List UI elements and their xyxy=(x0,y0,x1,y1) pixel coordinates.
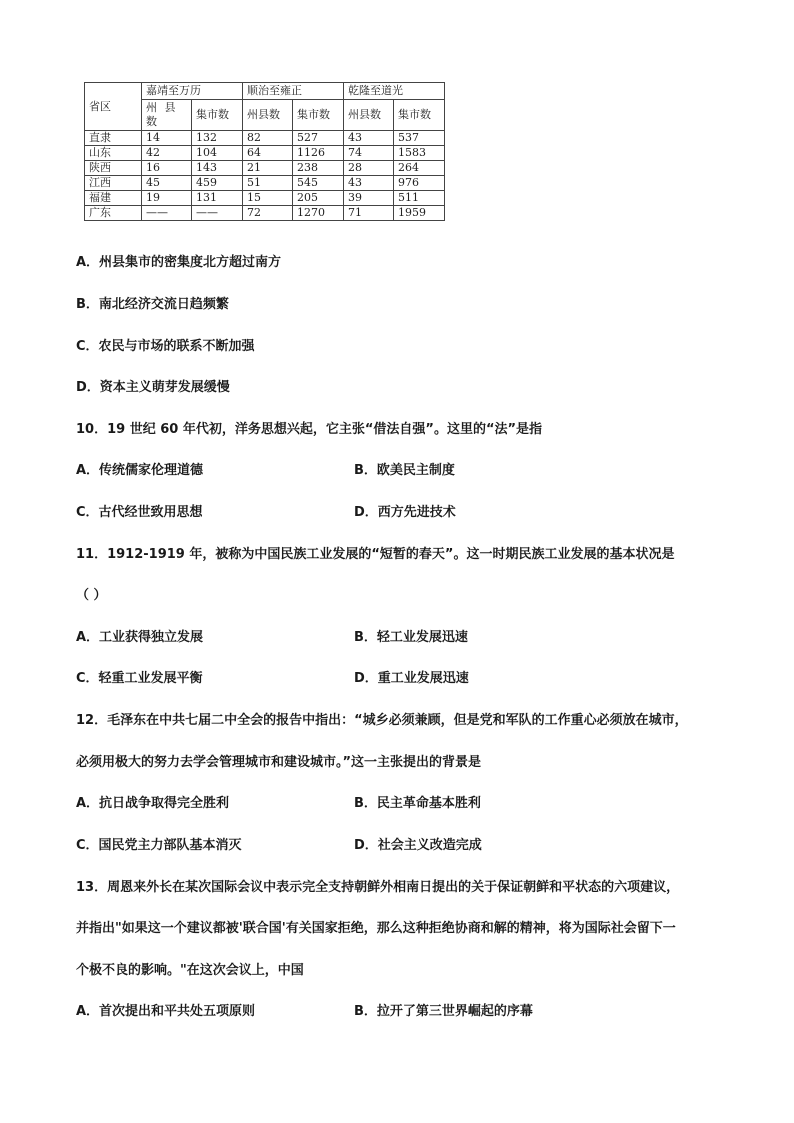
table-cell: 45 xyxy=(142,176,192,191)
q12-stem-line-2: 必须用极大的努力去学会管理城市和建设城市。”这一主张提出的背景是 xyxy=(76,755,482,770)
table-cell: 238 xyxy=(293,161,344,176)
q11-option-d: D．重工业发展迅速 xyxy=(354,671,469,686)
table-cell: 143 xyxy=(192,161,243,176)
q12-option-a: A．抗日战争取得完全胜利 xyxy=(76,796,230,811)
q9-option-a: A．州县集市的密集度北方超过南方 xyxy=(76,255,282,270)
table-row xyxy=(85,131,445,146)
table-row xyxy=(85,176,445,191)
q10-option-b: B．欧美民主制度 xyxy=(354,463,455,478)
q10-stem: 10．19 世纪 60 年代初，洋务思想兴起，它主张“借法自强”。这里的“法”是指 xyxy=(76,422,543,437)
q13-stem-line-2: 并指出"如果这一个建议都被'联合国'有关国家拒绝，那么这种拒绝协商和解的精神，将为国际社会留下一 xyxy=(76,921,676,936)
q11-option-c: C．轻重工业发展平衡 xyxy=(76,671,203,686)
header-period-3: 乾隆至道光 xyxy=(344,83,445,100)
table-cell: 132 xyxy=(192,131,243,146)
q13-stem-line-3: 个极不良的影响。"在这次会议上，中国 xyxy=(76,963,304,978)
table-cell: 74 xyxy=(344,146,394,161)
table-cell: 104 xyxy=(192,146,243,161)
table-cell: 131 xyxy=(192,191,243,206)
q13-option-b: B．拉开了第三世界崛起的序幕 xyxy=(354,1004,533,1019)
table-cell: 545 xyxy=(293,176,344,191)
q9-option-b: B．南北经济交流日趋频繁 xyxy=(76,297,229,312)
q11-stem: 11．1912-1919 年，被称为中国民族工业发展的“短暂的春天”。这一时期民族工业发展的基本状况是 xyxy=(76,547,675,562)
header-period-2: 顺治至雍正 xyxy=(243,83,344,100)
header-province: 省区 xyxy=(85,83,142,131)
table-cell: 28 xyxy=(344,161,394,176)
q10-option-a: A．传统儒家伦理道德 xyxy=(76,463,204,478)
q11-option-a: A．工业获得独立发展 xyxy=(76,630,204,645)
table-cell: 1583 xyxy=(394,146,445,161)
table-cell: 1126 xyxy=(293,146,344,161)
q13-option-a: A．首次提出和平共处五项原则 xyxy=(76,1004,256,1019)
table-row xyxy=(85,206,445,221)
table-cell: 71 xyxy=(344,206,394,221)
table-cell: 19 xyxy=(142,191,192,206)
q12-stem-line-1: 12．毛泽东在中共七届二中全会的报告中指出：“城乡必须兼顾，但是党和军队的工作重心必须放在城市， xyxy=(76,713,688,728)
table-cell: 264 xyxy=(394,161,445,176)
table-cell: 82 xyxy=(243,131,293,146)
table-cell: 511 xyxy=(394,191,445,206)
table-cell: 广东 xyxy=(85,206,142,221)
q11-answer-blank: （ ） xyxy=(76,588,107,603)
table-cell: 福建 xyxy=(85,191,142,206)
table-cell: 64 xyxy=(243,146,293,161)
table-cell: —— xyxy=(142,206,192,221)
table-cell: 459 xyxy=(192,176,243,191)
table-cell: 14 xyxy=(142,131,192,146)
q10-option-c: C．古代经世致用思想 xyxy=(76,505,203,520)
subheader-counties: 州县数 xyxy=(243,100,293,131)
table-cell: 山东 xyxy=(85,146,142,161)
q12-option-c: C．国民党主力部队基本消灭 xyxy=(76,838,242,853)
table-row xyxy=(85,146,445,161)
subheader-markets: 集市数 xyxy=(293,100,344,131)
table-cell: 976 xyxy=(394,176,445,191)
q12-option-d: D．社会主义改造完成 xyxy=(354,838,482,853)
table-row xyxy=(85,161,445,176)
table-cell: 42 xyxy=(142,146,192,161)
q9-option-c: C．农民与市场的联系不断加强 xyxy=(76,339,255,354)
table-cell: 51 xyxy=(243,176,293,191)
q10-option-d: D．西方先进技术 xyxy=(354,505,456,520)
q9-option-d: D．资本主义萌芽发展缓慢 xyxy=(76,380,230,395)
table-cell: 21 xyxy=(243,161,293,176)
table-cell: 直隶 xyxy=(85,131,142,146)
table-cell: 72 xyxy=(243,206,293,221)
q13-stem-line-1: 13．周恩来外长在某次国际会议中表示完全支持朝鲜外相南日提出的关于保证朝鲜和平状态的六项建议， xyxy=(76,880,680,895)
table-cell: 陕西 xyxy=(85,161,142,176)
subheader-markets: 集市数 xyxy=(192,100,243,131)
subheader-counties: 州 县 数 xyxy=(142,100,192,131)
table-cell: 527 xyxy=(293,131,344,146)
table-header-row xyxy=(85,83,445,100)
subheader-markets: 集市数 xyxy=(394,100,445,131)
table-cell: 16 xyxy=(142,161,192,176)
table-cell: 537 xyxy=(394,131,445,146)
subheader-counties: 州县数 xyxy=(344,100,394,131)
market-statistics-table xyxy=(84,82,445,221)
table-cell: 1959 xyxy=(394,206,445,221)
table-cell: 1270 xyxy=(293,206,344,221)
table-cell: 43 xyxy=(344,131,394,146)
header-period-1: 嘉靖至万历 xyxy=(142,83,243,100)
table-row xyxy=(85,191,445,206)
table-cell: 15 xyxy=(243,191,293,206)
q11-option-b: B．轻工业发展迅速 xyxy=(354,630,468,645)
table-cell: 205 xyxy=(293,191,344,206)
table-cell: 江西 xyxy=(85,176,142,191)
table-cell: 39 xyxy=(344,191,394,206)
table-cell: 43 xyxy=(344,176,394,191)
table-cell: —— xyxy=(192,206,243,221)
q12-option-b: B．民主革命基本胜利 xyxy=(354,796,481,811)
